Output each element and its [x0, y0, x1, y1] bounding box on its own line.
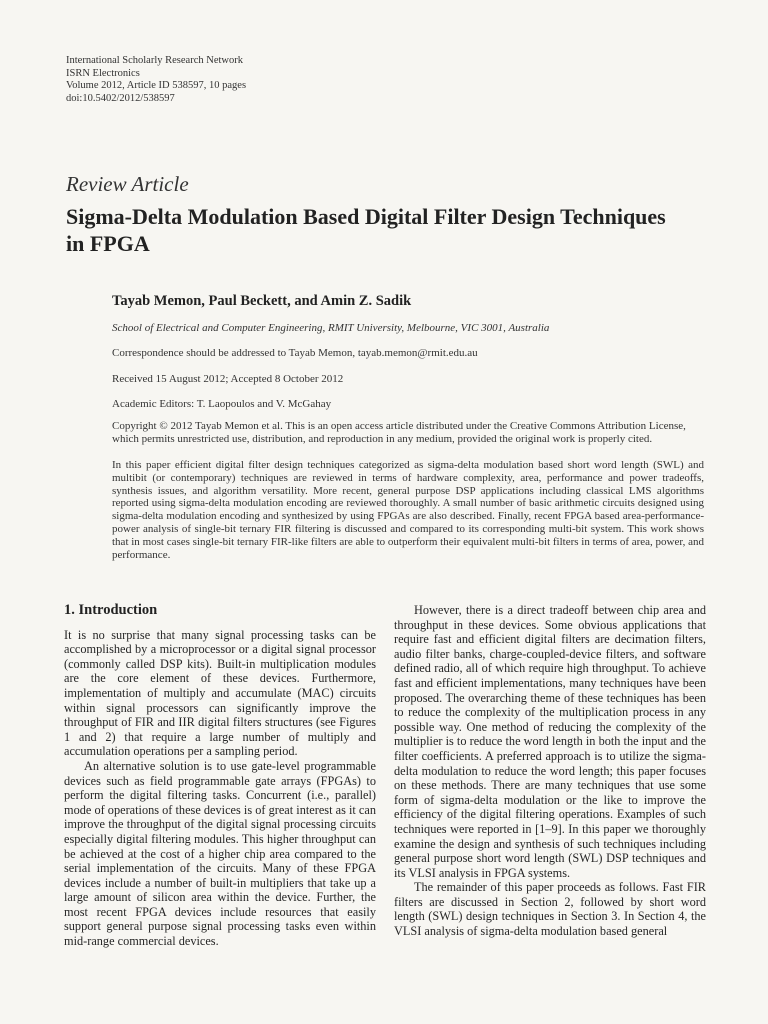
paragraph: The remainder of this paper proceeds as follows. Fast FIR filters are discussed in Section 2, followed by short word length (SWL) design techniques in Section 3. In Section 4, the VLSI analysis of sigma-delta modulation based general [394, 880, 706, 939]
academic-editors: Academic Editors: T. Laopoulos and V. McGahay [112, 398, 332, 410]
paper-title: Sigma-Delta Modulation Based Digital Filter Design Techniques in FPGA [66, 204, 666, 256]
journal-name: ISRN Electronics [66, 67, 140, 79]
journal-volume: Volume 2012, Article ID 538597, 10 pages [66, 80, 247, 91]
received-accepted-dates: Received 15 August 2012; Accepted 8 October 2012 [112, 373, 344, 385]
copyright-notice: Copyright © 2012 Tayab Memon et al. This is an open access article distributed under the Creative Commons Attribution License, which permits unrestricted use, distribution, and reproduction in any medium, provided the original work is properly cited. [112, 420, 686, 445]
journal-network: International Scholarly Research Network [66, 55, 243, 66]
article-type: Review Article [66, 172, 189, 196]
section-heading: 1. Introduction [64, 602, 158, 618]
affiliation: School of Electrical and Computer Engineering, RMIT University, Melbourne, VIC 3001, Australia [112, 322, 550, 334]
journal-doi: doi:10.5402/2012/538597 [66, 92, 175, 104]
paragraph: An alternative solution is to use gate-level programmable devices such as field programmable gate arrays (FPGAs) to perform the digital filtering tasks. Concurrent (i.e., parallel) mode of operations of these devices is of great interest as it can improve the throughput of the digital signal processing circuits especially digital filtering modules. This higher throughput can be achieved at the cost of a higher chip area compared to the serial implementation of the circuits. Many of these FPGA devices include a number of built-in multipliers that take up a large amount of silicon area within the device. Further, the most recent FPGA devices include resources that easily support general purpose signal processing tasks even within mid-range commercial devices. [64, 758, 376, 949]
journal-meta [66, 55, 246, 105]
paragraph: It is no surprise that many signal processing tasks can be accomplished by a microprocessor or a digital signal processor (commonly called DSP kits). Built-in multiplication modules are the core element of these devices. Furthermore, implementation of multiply and accumulate (MAC) circuits within signal processors can significantly improve the throughput of FIR and IIR digital filters structures (see Figures 1 and 2) that require a large number of multiply and accumulation operations per a sampling period. [64, 627, 376, 759]
right-column [394, 603, 706, 939]
paragraph: However, there is a direct tradeoff between chip area and throughput in these devices. Some obvious applications that require fast and efficient digital filters are decimation filters, audio filter banks, charge-coupled-device filters, and software defined radio, all of which require high throughput. To achieve fast and efficient implementations, many techniques have been proposed. The overarching theme of these techniques has been to reduce the complexity of the multiplication process in any possible way. One method of reducing the complexity of the multiplier is to reduce the word length in both the input and the filter coefficients. A preferred approach is to utilize the sigma-delta modulation to reduce the word length; this paper focuses on these methods. There are many techniques that use some form of sigma-delta modulation or the like to improve the efficiency of the digital filtering operations. Examples of such techniques were reported in [1–9]. In this paper we thoroughly examine the design and synthesis of such techniques including general purpose short word length (SWL) DSP techniques and its VLSI analysis in FPGA systems. [394, 603, 706, 880]
left-column [64, 603, 376, 949]
abstract: In this paper efficient digital filter design techniques categorized as sigma-delta modulation based short word length (SWL) and multibit (or contemporary) techniques are reviewed in terms of hardware complexity, area, performance and power tradeoffs, synthesis issues, and algorithm versatility. More recent, general purpose DSP applications including classical LMS algorithms reported using sigma-delta modulation encoding are reviewed thoroughly. A small number of basic arithmetic circuits designed using sigma-delta modulation encoding and synthesized by using FPGAs are also described. Finally, recent FPGA based area-performance-power analysis of single-bit ternary FIR filtering is discussed and compared to its corresponding multi-bit system. This work shows that in most cases single-bit ternary FIR-like filters are able to outperform their equivalent multi-bit filters in terms of area, power, and performance. [112, 459, 704, 561]
correspondence: Correspondence should be addressed to Tayab Memon, tayab.memon@rmit.edu.au [112, 347, 478, 359]
authors: Tayab Memon, Paul Beckett, and Amin Z. Sadik [112, 293, 412, 309]
